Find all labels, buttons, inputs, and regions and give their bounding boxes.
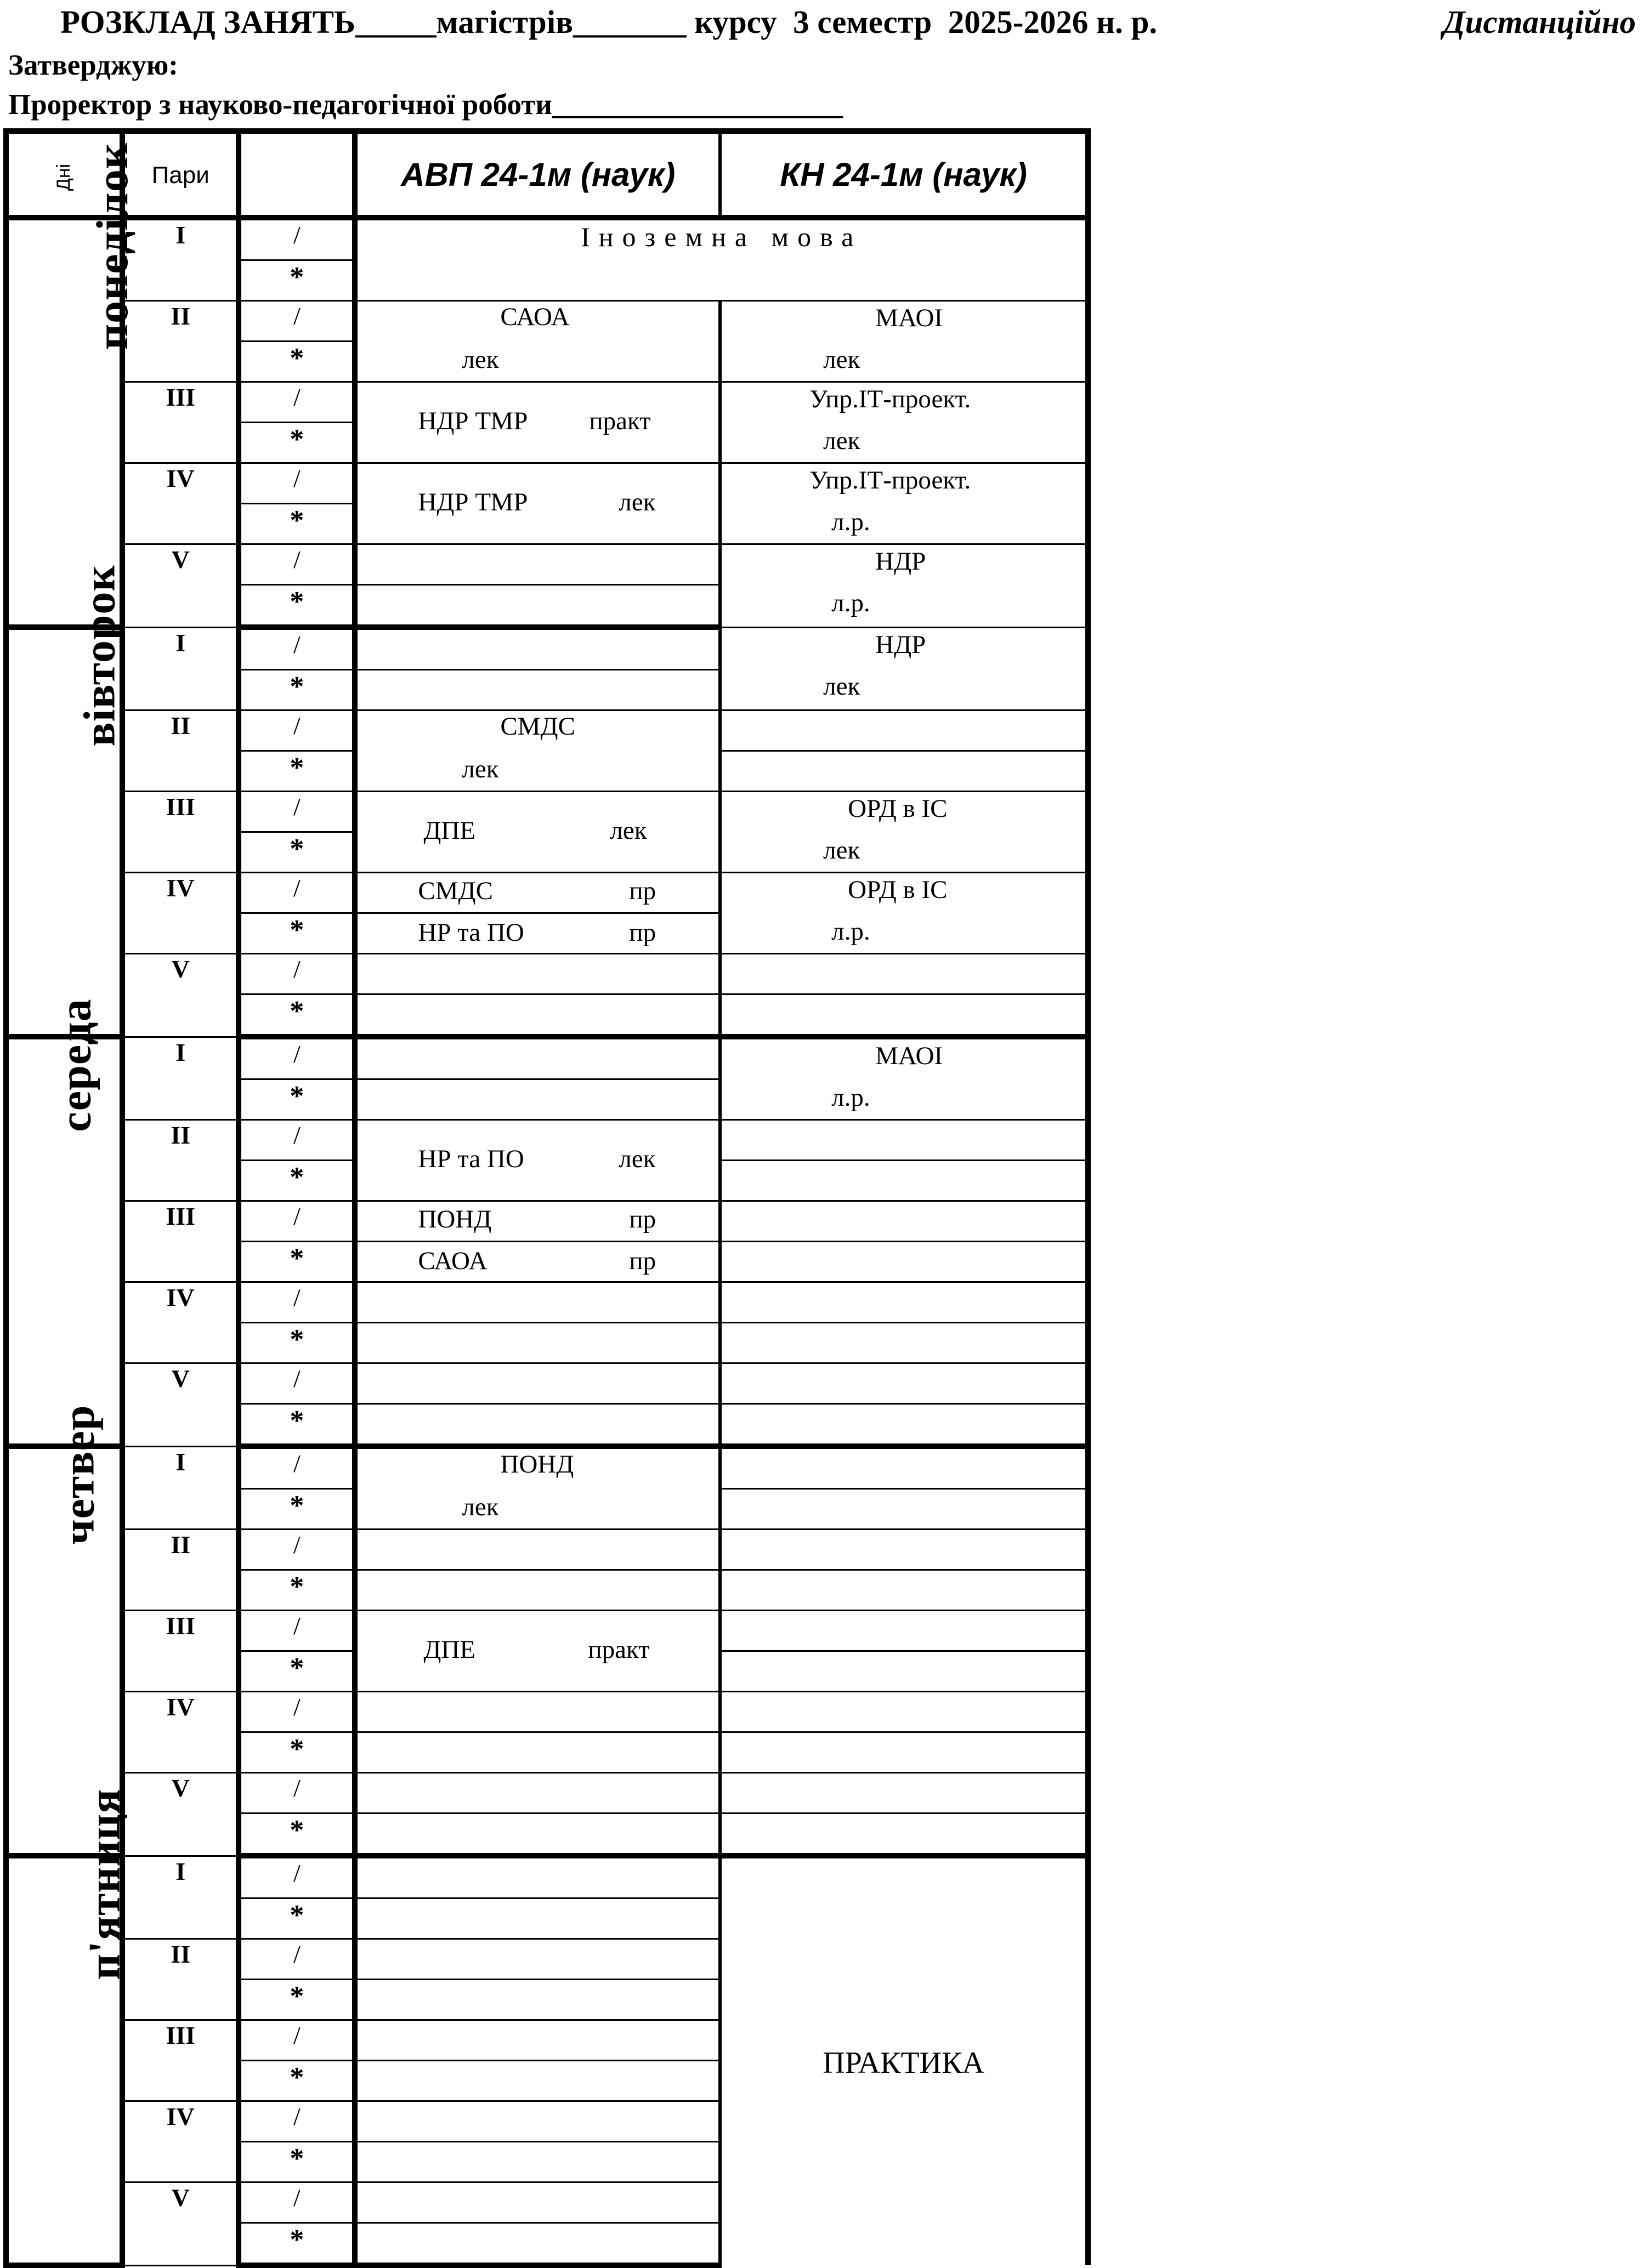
- pair-number: V: [122, 1363, 239, 1447]
- denominator-mark: *: [239, 260, 355, 301]
- practice-cell: [720, 1856, 1088, 2265]
- pair-number: II: [122, 1120, 239, 1201]
- table-row: [6, 627, 1088, 670]
- pair-number: I: [122, 1856, 239, 1939]
- schedule-cell: [355, 1323, 720, 1363]
- schedule-cell: [355, 792, 720, 873]
- table-row: [6, 873, 1088, 913]
- pair-number: I: [122, 627, 239, 710]
- schedule-cell: [355, 2101, 720, 2142]
- subject-name: СМДС: [500, 712, 575, 741]
- pair-number: III: [122, 792, 239, 873]
- table-row: [6, 1611, 1088, 1651]
- denominator-mark: *: [239, 1570, 355, 1611]
- schedule-cell: [720, 1651, 1088, 1692]
- schedule-cell: [720, 1242, 1088, 1282]
- pair-number: IV: [122, 463, 239, 544]
- schedule-cell: [720, 954, 1088, 994]
- schedule-cell: [355, 1570, 720, 1611]
- approval-label: Затверджую:: [8, 49, 178, 81]
- header-days: Дні: [6, 131, 122, 218]
- schedule-cell: [355, 1814, 720, 1856]
- schedule-cell: [355, 1856, 720, 1898]
- schedule-cell: [355, 1773, 720, 1814]
- subject-name: НР та ПО: [418, 1145, 524, 1173]
- denominator-mark: *: [239, 1079, 355, 1120]
- schedule-cell: [720, 1570, 1088, 1611]
- lesson-type: лек: [823, 427, 860, 455]
- schedule-cell: [355, 1898, 720, 1939]
- schedule-title: РОЗКЛАД ЗАНЯТЬ_____магістрів_______ курсу 3 семестр 2025-2026 н. р.: [60, 4, 1158, 40]
- pair-number: I: [122, 1037, 239, 1120]
- table-row: [6, 382, 1088, 423]
- schedule-cell: [720, 1814, 1088, 1856]
- table-row: [6, 1037, 1088, 1079]
- subject-name: САОА: [500, 303, 570, 331]
- numerator-mark: /: [239, 627, 355, 670]
- schedule-cell: [720, 1611, 1088, 1651]
- schedule-cell: [720, 1120, 1088, 1161]
- denominator-mark: *: [239, 1323, 355, 1363]
- lesson-type: лек: [823, 836, 860, 865]
- denominator-mark: *: [239, 832, 355, 873]
- schedule-cell: [355, 1037, 720, 1079]
- denominator-mark: *: [239, 1898, 355, 1939]
- lesson-type: пр: [629, 918, 656, 947]
- schedule-cell: [720, 1446, 1088, 1489]
- numerator-mark: /: [239, 1692, 355, 1732]
- table-row: [6, 1201, 1088, 1242]
- subject-name: ПОНД: [500, 1450, 574, 1479]
- schedule-cell: [355, 710, 720, 792]
- lesson-type: л.р.: [831, 1083, 870, 1112]
- numerator-mark: /: [239, 873, 355, 913]
- day-name: середа: [50, 998, 100, 1132]
- lesson-type: пр: [629, 1247, 656, 1275]
- pair-number: IV: [122, 1282, 239, 1363]
- pair-number: II: [122, 710, 239, 792]
- schedule-cell: [720, 1692, 1088, 1732]
- denominator-mark: *: [239, 1404, 355, 1447]
- schedule-cell: [355, 1363, 720, 1404]
- schedule-cell: [355, 670, 720, 710]
- numerator-mark: /: [239, 710, 355, 751]
- schedule-cell: [720, 1323, 1088, 1363]
- numerator-mark: /: [239, 1530, 355, 1570]
- numerator-mark: /: [239, 1611, 355, 1651]
- subject-name: МАОІ: [875, 304, 943, 332]
- table-row: [6, 1282, 1088, 1323]
- day-cell: [6, 998, 122, 1446]
- schedule-cell: [720, 751, 1088, 792]
- schedule-cell: [355, 1611, 720, 1692]
- numerator-mark: /: [239, 1446, 355, 1489]
- subject-name: ДПЕ: [423, 816, 476, 845]
- numerator-mark: /: [239, 1037, 355, 1079]
- schedule-cell: [720, 544, 1088, 628]
- table-row: [6, 1120, 1088, 1161]
- lesson-type: лек: [619, 1145, 656, 1173]
- denominator-mark: *: [239, 1980, 355, 2020]
- numerator-mark: /: [239, 544, 355, 585]
- denominator-mark: *: [239, 994, 355, 1037]
- schedule-cell: [355, 301, 720, 382]
- pair-number: I: [122, 1446, 239, 1530]
- schedule-cell: [355, 873, 720, 913]
- schedule-cell: [355, 2020, 720, 2061]
- subject-name: ДПЕ: [423, 1635, 476, 1664]
- schedule-cell: [355, 544, 720, 585]
- numerator-mark: /: [239, 954, 355, 994]
- pair-number: III: [122, 2020, 239, 2101]
- denominator-mark: *: [239, 1489, 355, 1530]
- day-cell: [6, 1788, 129, 2265]
- numerator-mark: /: [239, 1856, 355, 1898]
- schedule-cell: [355, 1530, 720, 1570]
- table-row: [6, 710, 1088, 751]
- header-group-kn: КН 24-1м (наук): [720, 131, 1088, 218]
- subject-name: ОРД в ІС: [848, 876, 948, 904]
- schedule-cell: [720, 1037, 1088, 1120]
- numerator-mark: /: [239, 1939, 355, 1980]
- schedule-cell: [720, 1404, 1088, 1447]
- table-row: [6, 792, 1088, 832]
- table-row: [6, 1856, 1088, 1898]
- schedule-cell: [720, 1201, 1088, 1242]
- pair-number: II: [122, 301, 239, 382]
- lesson-type: практ: [588, 1635, 650, 1664]
- numerator-mark: /: [239, 463, 355, 504]
- day-name: вівторок: [74, 565, 124, 747]
- schedule-cell: [720, 1489, 1088, 1530]
- denominator-mark: *: [239, 585, 355, 628]
- day-cell: [6, 565, 124, 1037]
- denominator-mark: *: [239, 2223, 355, 2266]
- subject-name: ПОНД: [418, 1205, 492, 1234]
- numerator-mark: /: [239, 2101, 355, 2142]
- pair-number: V: [122, 2182, 239, 2266]
- numerator-mark: /: [239, 1120, 355, 1161]
- lesson-type: лек: [823, 345, 860, 374]
- pair-number: V: [122, 544, 239, 628]
- lesson-type: лек: [462, 345, 499, 374]
- table-row: [6, 463, 1088, 504]
- schedule-cell: [355, 2061, 720, 2101]
- schedule-cell: [720, 710, 1088, 751]
- schedule-cell: [720, 1530, 1088, 1570]
- schedule-table: [3, 128, 1091, 2268]
- table-row: [6, 1692, 1088, 1732]
- lesson-type: л.р.: [831, 508, 870, 536]
- denominator-mark: *: [239, 504, 355, 544]
- schedule-cell: [355, 1242, 720, 1282]
- schedule-cell: [355, 382, 720, 463]
- practice-label: ПРАКТИКА: [823, 2046, 984, 2080]
- table-row: [6, 954, 1088, 994]
- numerator-mark: /: [239, 2182, 355, 2223]
- schedule-cell: [355, 218, 1088, 301]
- denominator-mark: *: [239, 1651, 355, 1692]
- schedule-cell: [355, 627, 720, 670]
- pair-number: I: [122, 218, 239, 301]
- denominator-mark: *: [239, 1814, 355, 1856]
- denominator-mark: *: [239, 1732, 355, 1773]
- subject-name: НДР: [875, 630, 926, 659]
- subject-name: САОА: [418, 1247, 488, 1275]
- schedule-cell: [720, 1773, 1088, 1814]
- mode-label: Дистанційно: [1443, 4, 1636, 40]
- denominator-mark: *: [239, 670, 355, 710]
- lesson-type: лек: [610, 816, 647, 845]
- subject-name: ОРД в ІС: [848, 794, 948, 823]
- numerator-mark: /: [239, 301, 355, 342]
- schedule-cell: [720, 994, 1088, 1037]
- denominator-mark: *: [239, 423, 355, 463]
- pair-number: II: [122, 1530, 239, 1611]
- lesson-type: пр: [629, 877, 656, 905]
- pair-number: IV: [122, 2101, 239, 2182]
- schedule-cell: [355, 1692, 720, 1732]
- numerator-mark: /: [239, 2020, 355, 2061]
- day-name: п'ятниця: [79, 1788, 129, 1980]
- lesson-type: лек: [462, 755, 499, 783]
- header-group-avp: АВП 24-1м (наук): [355, 131, 720, 218]
- pair-number: IV: [122, 1692, 239, 1773]
- schedule-cell: [355, 1079, 720, 1120]
- denominator-mark: *: [239, 2061, 355, 2101]
- lesson-type: практ: [589, 407, 651, 435]
- subject-name: МАОІ: [875, 1042, 943, 1070]
- numerator-mark: /: [239, 1363, 355, 1404]
- subject-name: НДР ТМР: [418, 488, 528, 516]
- schedule-cell: [355, 1282, 720, 1323]
- schedule-cell: [720, 1732, 1088, 1773]
- denominator-mark: *: [239, 2142, 355, 2182]
- schedule-cell: [355, 1446, 720, 1530]
- schedule-cell: [720, 1363, 1088, 1404]
- table-row: [6, 1446, 1088, 1489]
- schedule-cell: [720, 382, 1088, 463]
- subject-name: НР та ПО: [418, 918, 524, 947]
- pair-number: II: [122, 1939, 239, 2020]
- denominator-mark: *: [239, 751, 355, 792]
- subject-name: Упр.ІТ-проект.: [809, 466, 971, 494]
- schedule-cell: [720, 1161, 1088, 1201]
- schedule-cell: [720, 873, 1088, 954]
- schedule-cell: [355, 1939, 720, 1980]
- lesson-type: лек: [823, 672, 860, 701]
- schedule-cell: [720, 463, 1088, 544]
- table-header-row: [6, 131, 1088, 218]
- day-name: понеділок: [87, 142, 138, 350]
- day-name: четвер: [53, 1405, 104, 1545]
- numerator-mark: /: [239, 218, 355, 260]
- numerator-mark: /: [239, 1773, 355, 1814]
- denominator-mark: *: [239, 342, 355, 382]
- numerator-mark: /: [239, 382, 355, 423]
- subject-name: Упр.ІТ-проект.: [809, 385, 971, 413]
- lesson-type: пр: [629, 1205, 656, 1234]
- lesson-type: л.р.: [831, 589, 870, 617]
- pair-number: V: [122, 954, 239, 1037]
- subject-name: Іноземна мова: [581, 221, 863, 252]
- schedule-cell: [355, 994, 720, 1037]
- schedule-cell: [355, 2223, 720, 2266]
- pair-number: IV: [122, 873, 239, 954]
- lesson-type: л.р.: [831, 917, 870, 946]
- numerator-mark: /: [239, 1201, 355, 1242]
- table-row: [6, 1530, 1088, 1570]
- schedule-cell: [355, 1732, 720, 1773]
- header-marks: [239, 131, 355, 218]
- header-pairs: Пари: [122, 131, 239, 218]
- lesson-type: лек: [619, 488, 656, 516]
- lesson-type: лек: [462, 1493, 499, 1521]
- pair-number: III: [122, 1201, 239, 1282]
- schedule-cell: [355, 954, 720, 994]
- denominator-mark: *: [239, 1161, 355, 1201]
- schedule-cell: [355, 2182, 720, 2223]
- schedule-cell: [355, 1120, 720, 1201]
- table-row: [6, 301, 1088, 342]
- schedule-cell: [355, 1201, 720, 1242]
- schedule-cell: [355, 585, 720, 628]
- numerator-mark: /: [239, 792, 355, 832]
- schedule-cell: [720, 627, 1088, 710]
- schedule-cell: [355, 1980, 720, 2020]
- table-row: [6, 544, 1088, 585]
- denominator-mark: *: [239, 913, 355, 954]
- pair-number: V: [122, 1773, 239, 1856]
- approver-line: Проректор з науково-педагогічної роботи____________________: [8, 89, 843, 121]
- schedule-cell: [355, 2142, 720, 2182]
- pair-number: III: [122, 382, 239, 463]
- schedule-cell: [355, 463, 720, 544]
- schedule-cell: [355, 913, 720, 954]
- pair-number: III: [122, 1611, 239, 1692]
- table-row: [6, 218, 1088, 260]
- schedule-cell: [720, 1282, 1088, 1323]
- schedule-cell: [355, 1404, 720, 1447]
- numerator-mark: /: [239, 1282, 355, 1323]
- schedule-cell: [720, 792, 1088, 873]
- denominator-mark: *: [239, 1242, 355, 1282]
- subject-name: НДР: [875, 547, 926, 576]
- subject-name: СМДС: [418, 877, 493, 905]
- subject-name: НДР ТМР: [418, 407, 528, 435]
- table-row: [6, 1773, 1088, 1814]
- table-row: [6, 1363, 1088, 1404]
- schedule-cell: [720, 301, 1088, 382]
